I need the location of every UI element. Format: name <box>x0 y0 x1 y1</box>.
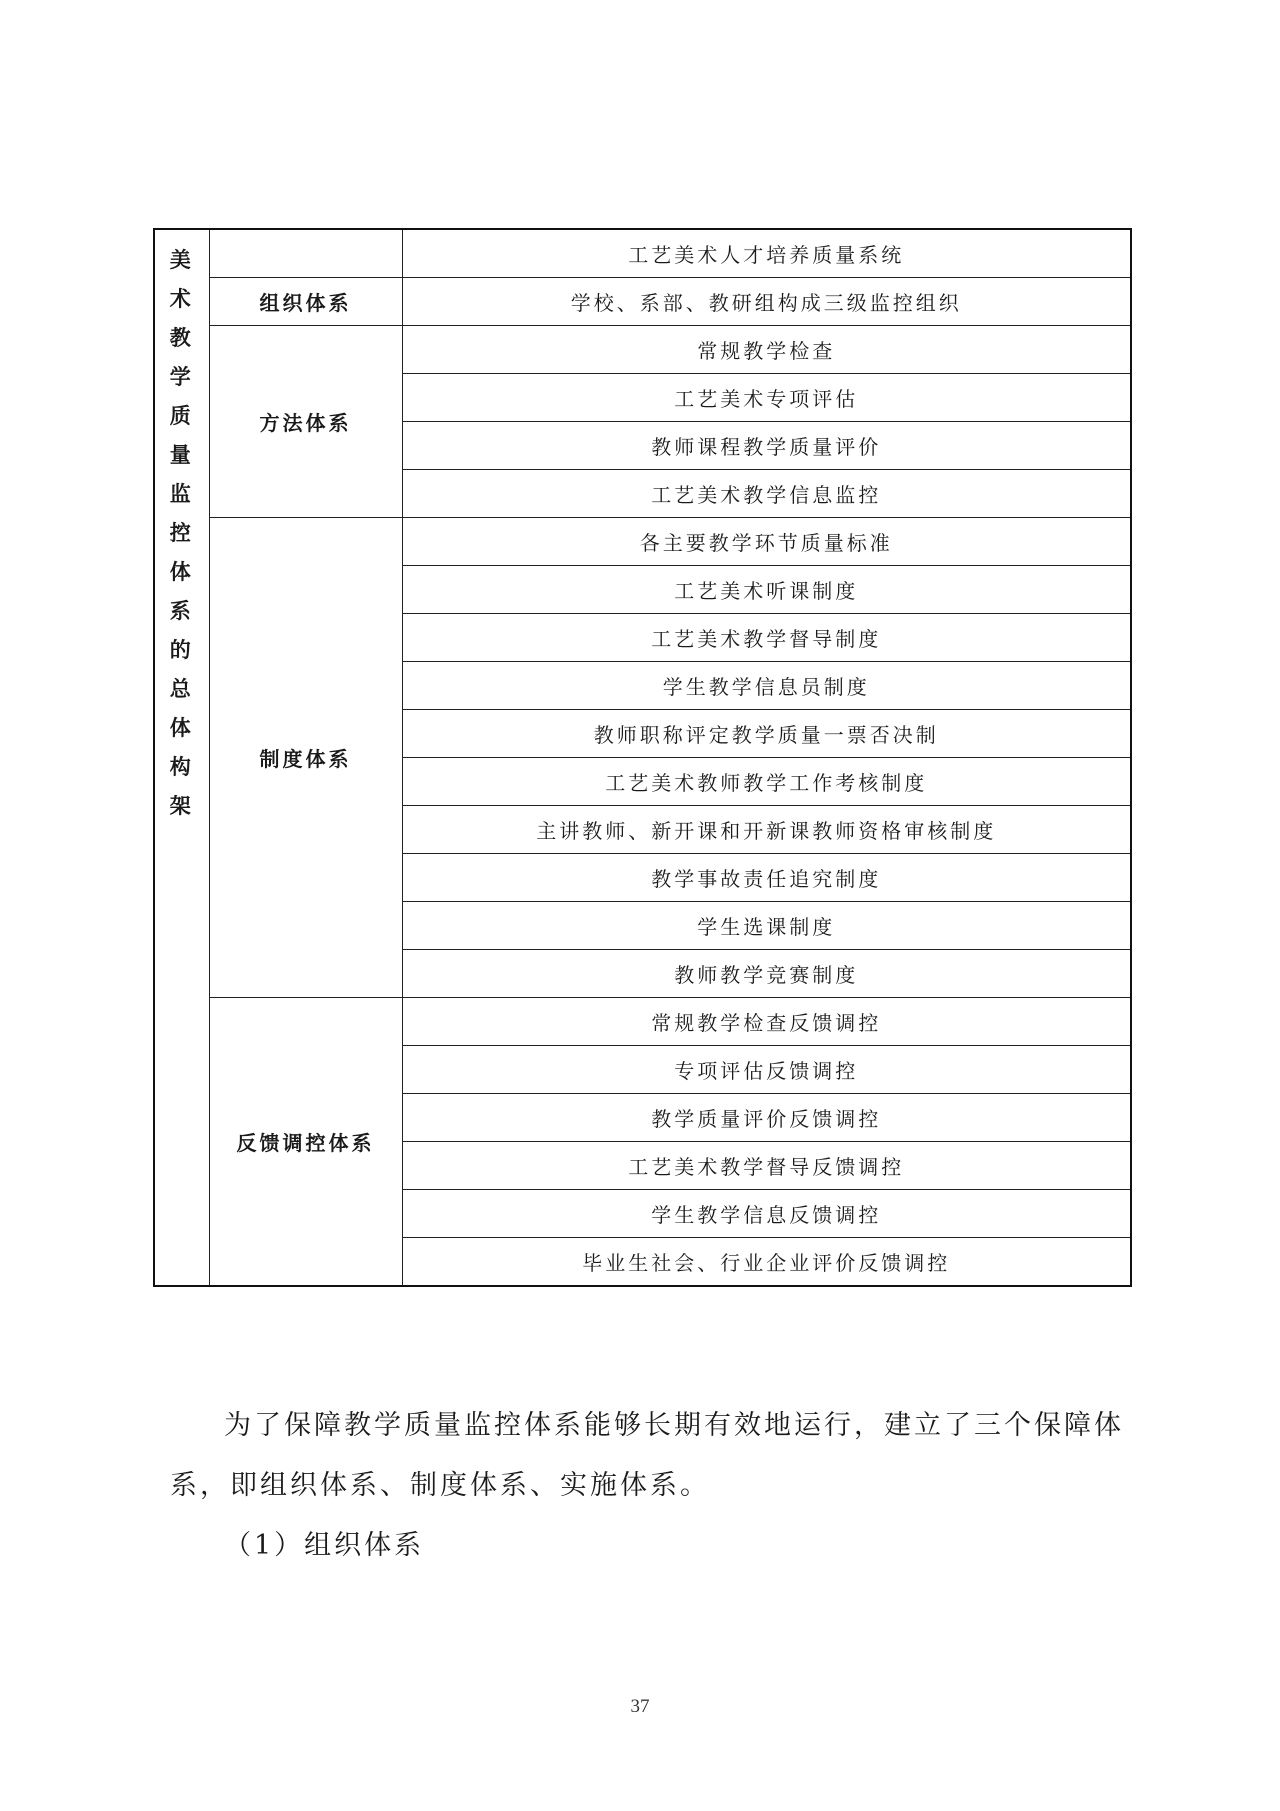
empty-category-cell <box>209 229 402 278</box>
item-cell: 工艺美术专项评估 <box>402 374 1131 422</box>
title-char: 美 <box>169 247 194 272</box>
title-char: 的 <box>169 637 194 662</box>
item-cell: 专项评估反馈调控 <box>402 1046 1131 1094</box>
item-cell: 教师职称评定教学质量一票否决制 <box>402 710 1131 758</box>
item-cell: 工艺美术教学督导反馈调控 <box>402 1142 1131 1190</box>
item-cell: 常规教学检查反馈调控 <box>402 998 1131 1046</box>
paragraph-line-2: 系，即组织体系、制度体系、实施体系。 <box>170 1470 710 1501</box>
table-row <box>154 998 1131 1046</box>
table-row <box>154 326 1131 374</box>
title-char: 控 <box>169 520 194 545</box>
item-cell: 工艺美术听课制度 <box>402 566 1131 614</box>
title-char: 监 <box>169 481 194 506</box>
title-char: 体 <box>169 715 194 740</box>
framework-title <box>155 240 209 825</box>
category-cell: 反馈调控体系 <box>209 998 402 1287</box>
table-row <box>154 518 1131 566</box>
title-char: 总 <box>169 676 194 701</box>
item-cell: 常规教学检查 <box>402 326 1131 374</box>
framework-title-cell <box>154 229 209 1286</box>
title-char: 质 <box>169 403 194 428</box>
item-cell: 各主要教学环节质量标准 <box>402 518 1131 566</box>
page-number: 37 <box>630 1696 650 1717</box>
title-char: 构 <box>169 754 194 779</box>
category-cell: 制度体系 <box>209 518 402 998</box>
title-char: 量 <box>169 442 194 467</box>
title-char: 教 <box>169 325 194 350</box>
item-cell: 教师课程教学质量评价 <box>402 422 1131 470</box>
title-char: 架 <box>169 793 194 818</box>
top-item-cell: 工艺美术人才培养质量系统 <box>402 229 1131 278</box>
item-cell: 教学质量评价反馈调控 <box>402 1094 1131 1142</box>
item-cell: 教学事故责任追究制度 <box>402 854 1131 902</box>
quality-framework-table <box>153 228 1132 1287</box>
paragraph-line-1: 为了保障教学质量监控体系能够长期有效地运行，建立了三个保障体 <box>224 1410 1124 1441</box>
item-cell: 工艺美术教师教学工作考核制度 <box>402 758 1131 806</box>
item-cell: 教师教学竞赛制度 <box>402 950 1131 998</box>
item-cell: 学生教学信息反馈调控 <box>402 1190 1131 1238</box>
item-cell: 毕业生社会、行业企业评价反馈调控 <box>402 1238 1131 1287</box>
item-cell: 学生教学信息员制度 <box>402 662 1131 710</box>
title-char: 学 <box>169 364 194 389</box>
item-cell: 工艺美术教学信息监控 <box>402 470 1131 518</box>
item-cell: 工艺美术教学督导制度 <box>402 614 1131 662</box>
table-row <box>154 278 1131 326</box>
title-char: 术 <box>169 286 194 311</box>
section-heading: （1）组织体系 <box>224 1530 425 1561</box>
table-row <box>154 229 1131 278</box>
title-char: 系 <box>169 598 194 623</box>
item-cell: 学生选课制度 <box>402 902 1131 950</box>
title-char: 体 <box>169 559 194 584</box>
item-cell: 主讲教师、新开课和开新课教师资格审核制度 <box>402 806 1131 854</box>
category-cell: 方法体系 <box>209 326 402 518</box>
category-cell: 组织体系 <box>209 278 402 326</box>
item-cell: 学校、系部、教研组构成三级监控组织 <box>402 278 1131 326</box>
